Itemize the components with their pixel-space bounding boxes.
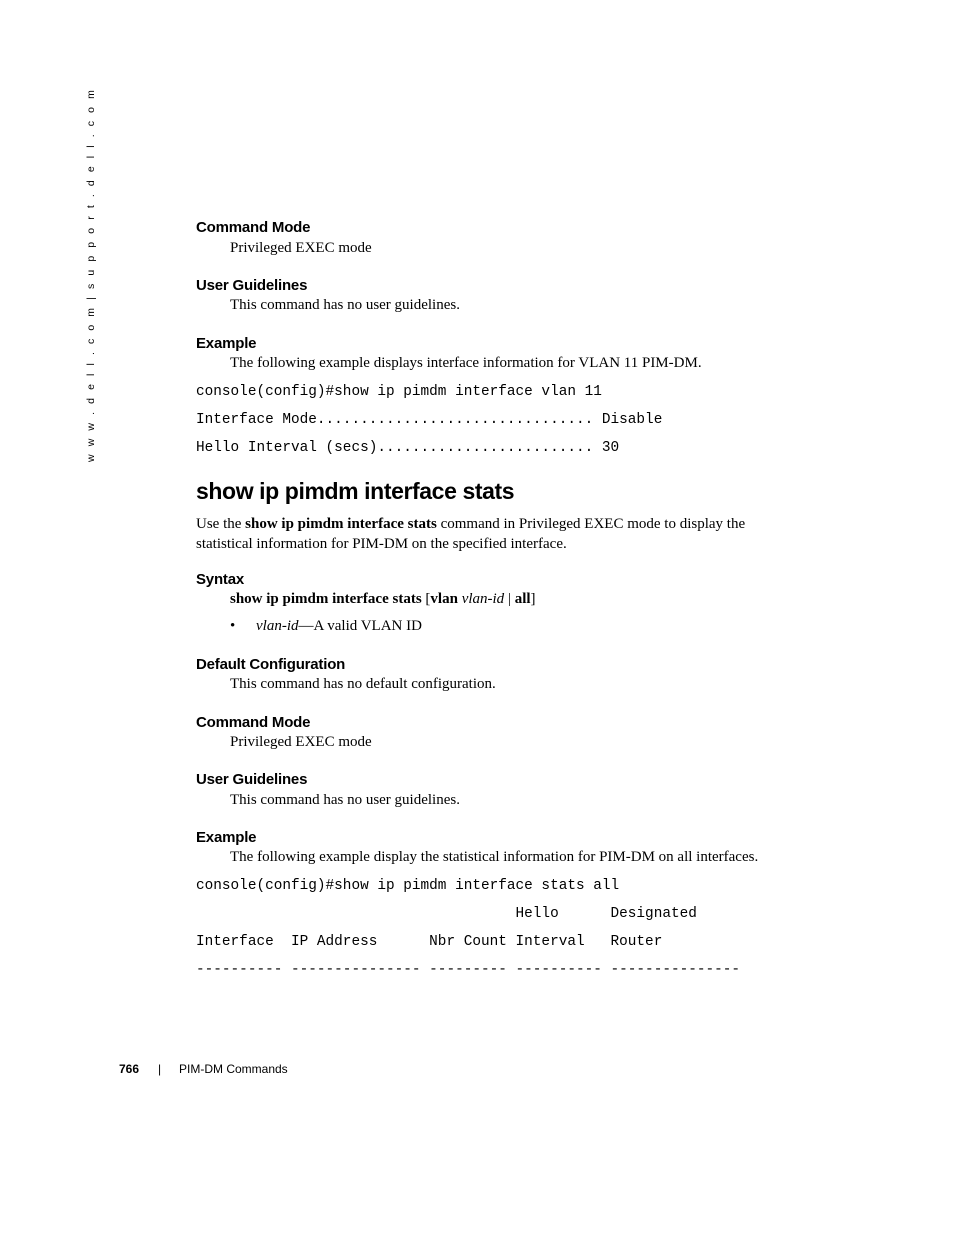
command-mode-text-1: Privileged EXEC mode [230, 240, 372, 256]
user-guidelines-text-1: This command has no user guidelines. [230, 297, 460, 313]
bullet-symbol: • [230, 618, 236, 634]
intro-text-pre: Use the [196, 516, 246, 532]
code-line-2-1: console(config)#show ip pimdm interface stats all [196, 878, 620, 894]
code-line-1-1: console(config)#show ip pimdm interface vlan 11 [196, 384, 602, 400]
syntax-line [230, 591, 536, 608]
syntax-close: ] [530, 591, 536, 607]
section-intro [196, 514, 776, 554]
code-line-2-4: ---------- --------------- --------- ---------- --------------- [196, 962, 741, 978]
command-mode-heading-2: Command Mode [196, 714, 311, 731]
syntax-sep: | [504, 591, 515, 607]
code-line-2-2: Hello Designated [196, 906, 697, 922]
section-title: show ip pimdm interface stats [196, 478, 515, 504]
code-line-1-2: Interface Mode................................ Disable [196, 412, 663, 428]
syntax-vlan-id: vlan-id [461, 591, 505, 607]
page-number: 766 [119, 1062, 140, 1076]
example-heading-2: Example [196, 829, 257, 846]
bullet-item [256, 618, 422, 635]
sidebar-url [84, 87, 98, 462]
intro-text-post: command in Privileged EXEC mode to display the statistical information for PIM-DM on the specified interface. [196, 516, 746, 552]
user-guidelines-text-2: This command has no user guidelines. [230, 792, 460, 808]
syntax-heading: Syntax [196, 571, 244, 588]
example-text-1: The following example displays interface information for VLAN 11 PIM-DM. [230, 355, 702, 371]
chapter-title: PIM-DM Commands [179, 1062, 288, 1076]
intro-command: show ip pimdm interface stats [245, 516, 437, 532]
example-text-2: The following example display the statistical information for PIM-DM on all interfaces. [230, 849, 759, 865]
syntax-all: all [514, 591, 531, 607]
default-config-text: This command has no default configuration. [230, 676, 496, 692]
bullet-param: vlan-id [256, 618, 299, 634]
syntax-vlan: vlan [430, 591, 458, 607]
user-guidelines-heading-1: User Guidelines [196, 277, 308, 294]
command-mode-heading-1: Command Mode [196, 219, 311, 236]
code-line-1-3: Hello Interval (secs)......................... 30 [196, 440, 620, 456]
syntax-command: show ip pimdm interface stats [230, 591, 422, 607]
user-guidelines-heading-2: User Guidelines [196, 771, 308, 788]
bullet-desc: —A valid VLAN ID [298, 618, 422, 634]
syntax-open: [ [421, 591, 431, 607]
command-mode-text-2: Privileged EXEC mode [230, 734, 372, 750]
code-line-2-3: Interface IP Address Nbr Count Interval Router [196, 934, 663, 950]
sidebar-url-text: w w w . d e l l . c o m | s u p p o r t . d e l l . c o m [85, 87, 97, 462]
default-config-heading: Default Configuration [196, 656, 346, 673]
footer-separator: | [158, 1062, 162, 1076]
example-heading-1: Example [196, 335, 257, 352]
